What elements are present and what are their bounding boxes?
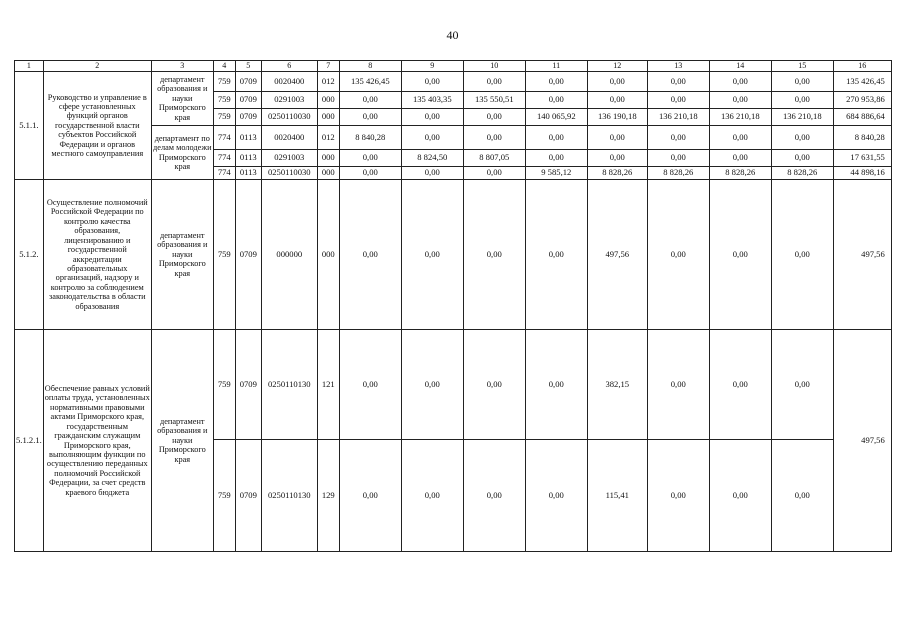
- table-cell: 000: [317, 167, 339, 180]
- table-cell: 0,00: [463, 330, 525, 440]
- table-cell: 136 210,18: [709, 109, 771, 126]
- table-cell: 0,00: [463, 109, 525, 126]
- section-id: 5.1.1.: [15, 72, 44, 180]
- table-cell: 0,00: [647, 150, 709, 167]
- table-cell: 012: [317, 126, 339, 150]
- table-cell: 0250110030: [261, 167, 317, 180]
- table-cell: 0,00: [339, 150, 401, 167]
- table-cell: 135 550,51: [463, 92, 525, 109]
- table-cell: 0,00: [339, 330, 401, 440]
- table-cell: 0,00: [771, 126, 833, 150]
- table-cell: 135 403,35: [401, 92, 463, 109]
- table-cell: 0,00: [401, 330, 463, 440]
- table-cell: 0,00: [771, 92, 833, 109]
- section-id: 5.1.2.: [15, 180, 44, 330]
- table-cell: 0,00: [525, 92, 587, 109]
- table-cell: 0709: [235, 330, 261, 440]
- table-cell: 0113: [235, 167, 261, 180]
- table-cell: 0,00: [647, 330, 709, 440]
- table-cell: 0,00: [401, 167, 463, 180]
- header-cell: 2: [43, 61, 151, 72]
- table-cell: 8 828,26: [587, 167, 647, 180]
- table-cell: 0,00: [525, 330, 587, 440]
- table-cell: 0,00: [647, 72, 709, 92]
- department-cell: департамент образования и науки Приморского края: [151, 72, 213, 126]
- department-cell: департамент образования и науки Приморского края: [151, 330, 213, 552]
- table-cell: 0,00: [339, 109, 401, 126]
- header-cell: 16: [833, 61, 891, 72]
- total-cell: 497,56: [833, 180, 891, 330]
- header-cell: 8: [339, 61, 401, 72]
- header-cell: 11: [525, 61, 587, 72]
- header-cell: 1: [15, 61, 44, 72]
- table-cell: 0113: [235, 126, 261, 150]
- header-cell: 4: [213, 61, 235, 72]
- table-cell: 774: [213, 150, 235, 167]
- table-cell: 136 210,18: [771, 109, 833, 126]
- table-cell: 759: [213, 330, 235, 440]
- table-cell: 0,00: [647, 440, 709, 552]
- table-cell: 000: [317, 150, 339, 167]
- table-cell: 0,00: [771, 180, 833, 330]
- table-cell: 0,00: [771, 150, 833, 167]
- table-cell: 9 585,12: [525, 167, 587, 180]
- table-cell: 0,00: [587, 150, 647, 167]
- table-cell: 382,15: [587, 330, 647, 440]
- total-cell: 497,56: [833, 330, 891, 552]
- table-cell: 0,00: [771, 330, 833, 440]
- section-id: 5.1.2.1.: [15, 330, 44, 552]
- header-cell: 6: [261, 61, 317, 72]
- table-cell: 115,41: [587, 440, 647, 552]
- table-cell: 759: [213, 109, 235, 126]
- table-cell: 0,00: [525, 180, 587, 330]
- table-cell: 0,00: [709, 92, 771, 109]
- table-cell: 0,00: [709, 72, 771, 92]
- table-cell: 0,00: [709, 126, 771, 150]
- header-cell: 5: [235, 61, 261, 72]
- header-cell: 7: [317, 61, 339, 72]
- total-cell: 8 840,28: [833, 126, 891, 150]
- table-cell: 0250110030: [261, 109, 317, 126]
- table-cell: 0,00: [525, 440, 587, 552]
- total-cell: 135 426,45: [833, 72, 891, 92]
- header-cell: 9: [401, 61, 463, 72]
- table-cell: 0113: [235, 150, 261, 167]
- table-cell: 136 210,18: [647, 109, 709, 126]
- table-cell: 136 190,18: [587, 109, 647, 126]
- table-cell: 0,00: [339, 440, 401, 552]
- table-cell: 0020400: [261, 72, 317, 92]
- table-cell: 0,00: [525, 126, 587, 150]
- table-cell: 0,00: [709, 150, 771, 167]
- table-cell: 0250110130: [261, 440, 317, 552]
- header-row: [15, 61, 892, 72]
- table-cell: 0291003: [261, 150, 317, 167]
- total-cell: 684 886,64: [833, 109, 891, 126]
- table-cell: 8 828,26: [771, 167, 833, 180]
- table-cell: 0,00: [709, 440, 771, 552]
- table-cell: 0,00: [463, 72, 525, 92]
- section-description: Обеспечение равных условий оплаты труда, установленных нормативными правовыми актами Приморского края, государственным гражданским служащим Приморского края, выполняющим функции по осуществлению переданных полномочий Российской Федерации, за счет средств краевого бюджета: [43, 330, 151, 552]
- table-cell: 000: [317, 109, 339, 126]
- budget-table: [14, 60, 892, 552]
- table-cell: 0,00: [339, 92, 401, 109]
- table-cell: 000: [317, 92, 339, 109]
- table-cell: 0,00: [709, 180, 771, 330]
- header-cell: 15: [771, 61, 833, 72]
- table-cell: 0,00: [401, 109, 463, 126]
- table-cell: 0020400: [261, 126, 317, 150]
- table-cell: 0,00: [401, 72, 463, 92]
- section-description: Осуществление полномочий Российской Федерации по контролю качества образования, лицензированию и государственной аккредитации образовательных организаций, надзору и контролю за соблюдением законодательства в области образования: [43, 180, 151, 330]
- table-row: [15, 180, 892, 330]
- table-cell: 0,00: [587, 72, 647, 92]
- table-cell: 0,00: [587, 126, 647, 150]
- table-cell: 774: [213, 167, 235, 180]
- table-cell: 135 426,45: [339, 72, 401, 92]
- table-row: [15, 72, 892, 92]
- table-cell: 0,00: [339, 167, 401, 180]
- table-body: [15, 61, 892, 552]
- table-cell: 0709: [235, 180, 261, 330]
- table-cell: 8 828,26: [709, 167, 771, 180]
- table-cell: 0,00: [709, 330, 771, 440]
- department-cell: департамент образования и науки Приморского края: [151, 180, 213, 330]
- table-cell: 8 840,28: [339, 126, 401, 150]
- header-cell: 12: [587, 61, 647, 72]
- section-description: Руководство и управление в сфере установленных функций органов государственной власти субъектов Российской Федерации и органов местного самоуправления: [43, 72, 151, 180]
- table-cell: 0,00: [647, 180, 709, 330]
- header-cell: 3: [151, 61, 213, 72]
- table-cell: 129: [317, 440, 339, 552]
- table-cell: 8 828,26: [647, 167, 709, 180]
- table-cell: 0,00: [401, 126, 463, 150]
- table-cell: 0291003: [261, 92, 317, 109]
- table-cell: 0,00: [401, 180, 463, 330]
- table-cell: 8 824,50: [401, 150, 463, 167]
- header-cell: 10: [463, 61, 525, 72]
- total-cell: 270 953,86: [833, 92, 891, 109]
- table-cell: 497,56: [587, 180, 647, 330]
- table-cell: 0709: [235, 440, 261, 552]
- table-cell: 0709: [235, 72, 261, 92]
- table-cell: 0,00: [525, 72, 587, 92]
- header-cell: 14: [709, 61, 771, 72]
- table-cell: 759: [213, 72, 235, 92]
- table-cell: 0,00: [463, 440, 525, 552]
- table-cell: 012: [317, 72, 339, 92]
- table-cell: 140 065,92: [525, 109, 587, 126]
- table-cell: 0709: [235, 92, 261, 109]
- table-cell: 0,00: [401, 440, 463, 552]
- table-cell: 000000: [261, 180, 317, 330]
- table-cell: 759: [213, 180, 235, 330]
- table-cell: 759: [213, 92, 235, 109]
- table-row: [15, 330, 892, 440]
- table-cell: 0709: [235, 109, 261, 126]
- table-cell: 759: [213, 440, 235, 552]
- table-cell: 0,00: [647, 92, 709, 109]
- header-cell: 13: [647, 61, 709, 72]
- table-cell: 774: [213, 126, 235, 150]
- department-cell: департамент по делам молодежи Приморского края: [151, 126, 213, 180]
- table-cell: 000: [317, 180, 339, 330]
- table-cell: 121: [317, 330, 339, 440]
- total-cell: 44 898,16: [833, 167, 891, 180]
- table-cell: 0,00: [771, 72, 833, 92]
- table-cell: 0,00: [463, 126, 525, 150]
- table-cell: 0250110130: [261, 330, 317, 440]
- table-cell: 8 807,05: [463, 150, 525, 167]
- table-cell: 0,00: [339, 180, 401, 330]
- table-cell: 0,00: [587, 92, 647, 109]
- table-cell: 0,00: [525, 150, 587, 167]
- table-cell: 0,00: [771, 440, 833, 552]
- table-cell: 0,00: [463, 167, 525, 180]
- page-number: 40: [446, 28, 459, 42]
- total-cell: 17 631,55: [833, 150, 891, 167]
- table-cell: 0,00: [647, 126, 709, 150]
- table-cell: 0,00: [463, 180, 525, 330]
